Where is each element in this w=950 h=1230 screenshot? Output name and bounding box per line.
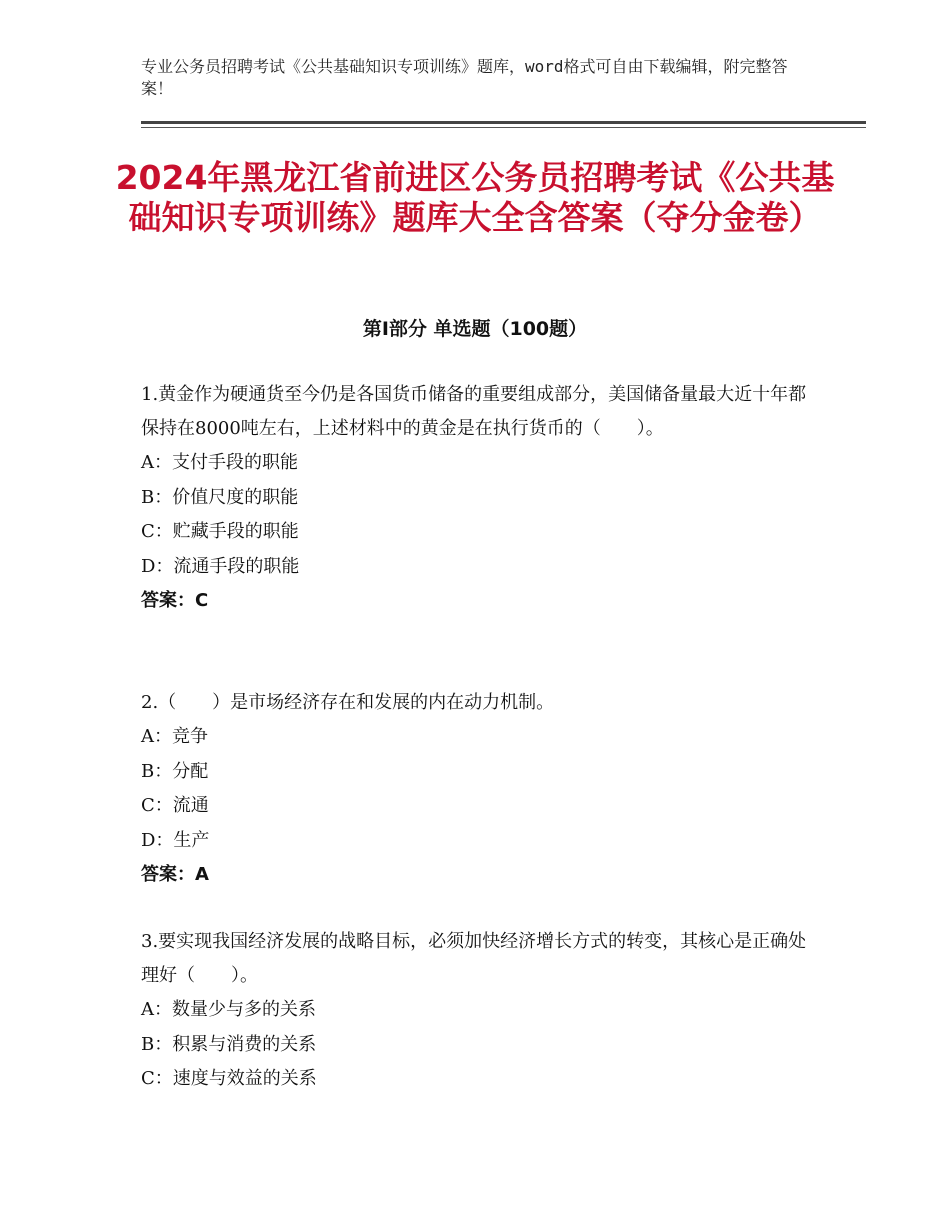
question-text: 1.黄金作为硬通货至今仍是各国货币储备的重要组成部分，美国储备量最大近十年都保持在8000吨左右，上述材料中的黄金是在执行货币的（ ）。	[141, 384, 807, 439]
question-3	[141, 925, 821, 1097]
option-b: B：价值尺度的职能	[141, 486, 299, 508]
document-title: 2024年黑龙江省前进区公务员招聘考试《公共基础知识专项训练》题库大全含答案（夺分金卷）	[115, 158, 835, 237]
option-c: C：速度与效益的关系	[141, 1068, 317, 1089]
header-divider-thin	[141, 127, 866, 128]
header-divider-thick	[141, 121, 866, 124]
option-d: D：流通手段的职能	[141, 555, 300, 577]
answer: 答案：C	[141, 590, 209, 611]
option-b: B：分配	[141, 760, 209, 782]
header-note: 专业公务员招聘考试《公共基础知识专项训练》题库，word格式可自由下载编辑，附完整答案！	[141, 57, 788, 98]
option-b: B：积累与消费的关系	[141, 1033, 317, 1055]
option-a: A：支付手段的职能	[141, 452, 298, 473]
option-a: A：数量少与多的关系	[141, 999, 316, 1020]
question-1	[141, 378, 821, 618]
option-a: A：竞争	[141, 726, 208, 747]
question-2	[141, 686, 821, 892]
section-title: 第Ⅰ部分 单选题（100题）	[362, 318, 588, 340]
option-c: C：贮藏手段的职能	[141, 521, 299, 542]
option-d: D：生产	[141, 829, 210, 851]
answer: 答案：A	[141, 864, 209, 885]
option-c: C：流通	[141, 795, 209, 816]
question-text: 3.要实现我国经济发展的战略目标，必须加快经济增长方式的转变，其核心是正确处理好（ ）。	[141, 931, 807, 986]
question-text: 2.（ ）是市场经济存在和发展的内在动力机制。	[141, 692, 555, 713]
